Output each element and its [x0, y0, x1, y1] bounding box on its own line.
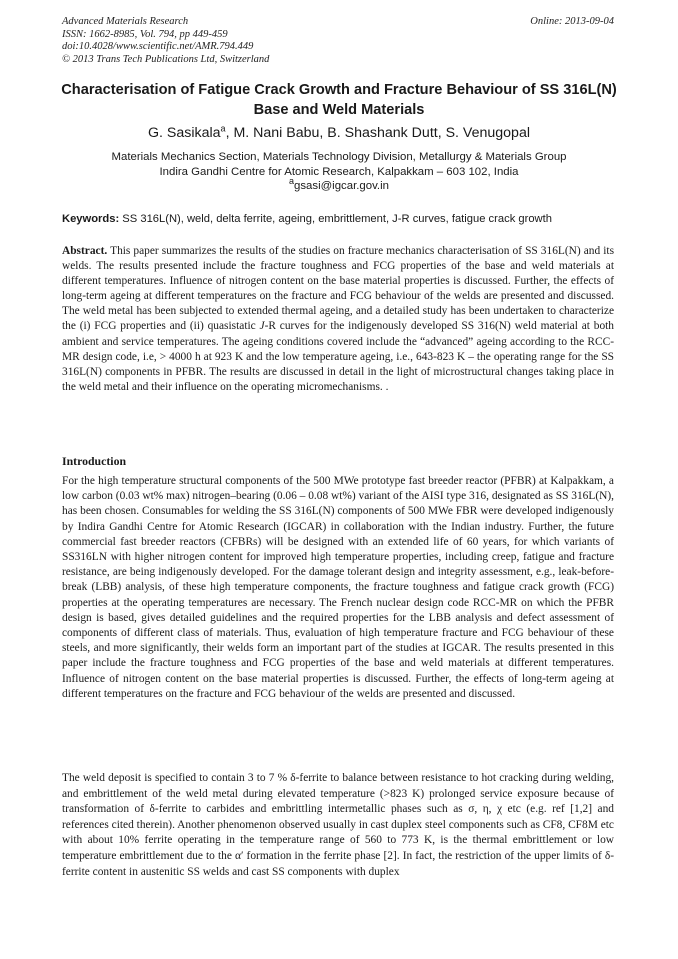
- author-first: G. Sasikala: [148, 125, 221, 141]
- abstract: [62, 244, 614, 395]
- keywords-label: Keywords:: [62, 213, 120, 225]
- journal-doi: doi:10.4028/www.scientific.net/AMR.794.449: [62, 41, 254, 52]
- journal-name: Advanced Materials Research: [62, 16, 189, 27]
- affiliation-line-1: Materials Mechanics Section, Materials Technology Division, Metallurgy & Materials Group: [111, 151, 567, 163]
- journal-header: [62, 16, 614, 66]
- author-email: gsasi@igcar.gov.in: [294, 180, 389, 192]
- author-email-line: [50, 176, 628, 194]
- journal-copyright: © 2013 Trans Tech Publications Ltd, Switzerland: [62, 53, 270, 65]
- abstract-text-2: -R curves for the indigenously developed SS 316(N) weld material at both ambient and service temperatures. The ageing conditions covered include the “advanced” ageing according to the RCC-MR design code, i.e, > 4000 h at 923 K and the low temperature ageing, i.e., 643-823 K – the operating range for the SS 316L(N) components in PFBR. The results are discussed in detail in the light of microstructural changes taking place in the weld metal and their influence on the operating micromechanisms. .: [62, 320, 614, 393]
- affiliation: [50, 150, 628, 194]
- journal-issn: ISSN: 1662-8985, Vol. 794, pp 449-459: [62, 28, 228, 40]
- authors-rest: , M. Nani Babu, B. Shashank Dutt, S. Venugopal: [225, 125, 530, 141]
- keywords: [62, 212, 622, 226]
- paper-title: Characterisation of Fatigue Crack Growth and Fracture Behaviour of SS 316L(N) Base and Weld Materials: [61, 82, 617, 118]
- section-heading-introduction: Introduction: [62, 454, 127, 468]
- abstract-label: Abstract.: [62, 245, 108, 257]
- email-superscript: a: [289, 176, 295, 187]
- abstract-text-1: This paper summarizes the results of the studies on fracture mechanics characterisation of SS 316L(N) and its welds. The results presented include the fracture toughness and FCG properties of the base and weld materials at different temperatures. Influence of nitrogen content on the base material properties is discussed. Further, the effects of long-term ageing at different temperatures on the fracture and FCG behaviour of the welds are presented and discussed. The weld metal has been subjected to extended thermal ageing, and a detailed study has been undertaken to characterize the (i) FCG properties and (ii) quasistatic: [62, 245, 614, 333]
- author-list: [50, 124, 628, 142]
- keywords-text: SS 316L(N), weld, delta ferrite, ageing, embrittlement, J-R curves, fatigue crack growth: [119, 213, 552, 225]
- introduction-paragraph-1: For the high temperature structural components of the 500 MWe prototype fast breeder reactor (PFBR) at Kalpakkam, a low carbon (0.03 wt% max) nitrogen–bearing (0.06 – 0.08 wt%) variant of the AISI type 316, designated as SS 316L(N), has been chosen. Consumables for welding the SS 316L(N) components of 500 MWe FBR were developed indigenously by Indira Gandhi Centre for Atomic Research (IGCAR) in collaboration with the Indian industry. Further, the future commercial fast breeder reactors (CFBRs) will be designed with an extended life of 60 years, for which variants of SS316LN with higher nitrogen content for improved high temperature properties, including creep, fatigue and fracture resistance, are being indigenously developed. For the damage tolerant design and integrity assessment, e.g., leak-before-break (LBB) analysis, of these high temperature components, the fracture toughness and fatigue crack growth (FCG) properties at the operating temperatures are necessary. The French nuclear design code RCC-MR on which the PFBR design is based, gives detailed guidelines and the required properties for the LBB analysis and defect assessment of components of different class of materials. Thus, evaluation of high temperature fracture and FCG behaviour of these steels, and more significantly, their welds form an important part of the studies at IGCAR. The results presented in this paper include the fracture toughness and FCG properties of the base and weld materials at different temperatures. Influence of nitrogen content on the base material properties is discussed. Further, the effects of long-term ageing at different temperatures on the fracture and FCG behaviour of the welds are presented and discussed.: [62, 475, 614, 700]
- author-first-superscript: a: [220, 123, 226, 134]
- affiliation-line-2: Indira Gandhi Centre for Atomic Research, Kalpakkam – 603 102, India: [159, 165, 519, 178]
- abstract-j-italic: J: [259, 320, 265, 333]
- introduction-paragraph-2: The weld deposit is specified to contain 3 to 7 % δ-ferrite to balance between resistance to hot cracking during welding, and embrittlement of the weld metal during elevated temperature (>823 K) prolonged service exposure because of transformation of δ-ferrite to carbides and embrittling intermetallic phases such as σ, η, χ etc (e.g. ref [1,2] and references cited therein). Another phenomenon observed usually in cast duplex steel components such as CF8, CF8M etc with about 10% ferrite operating in the temperature range of 560 to 773 K, is the thermal embrittlement or low temperature embrittlement due to the α′ formation in the ferrite phase [2]. In fact, the restriction of the upper limits of δ-ferrite content in austenitic SS welds and cast SS components with duplex: [62, 772, 614, 878]
- online-date: Online: 2013-09-04: [530, 16, 614, 27]
